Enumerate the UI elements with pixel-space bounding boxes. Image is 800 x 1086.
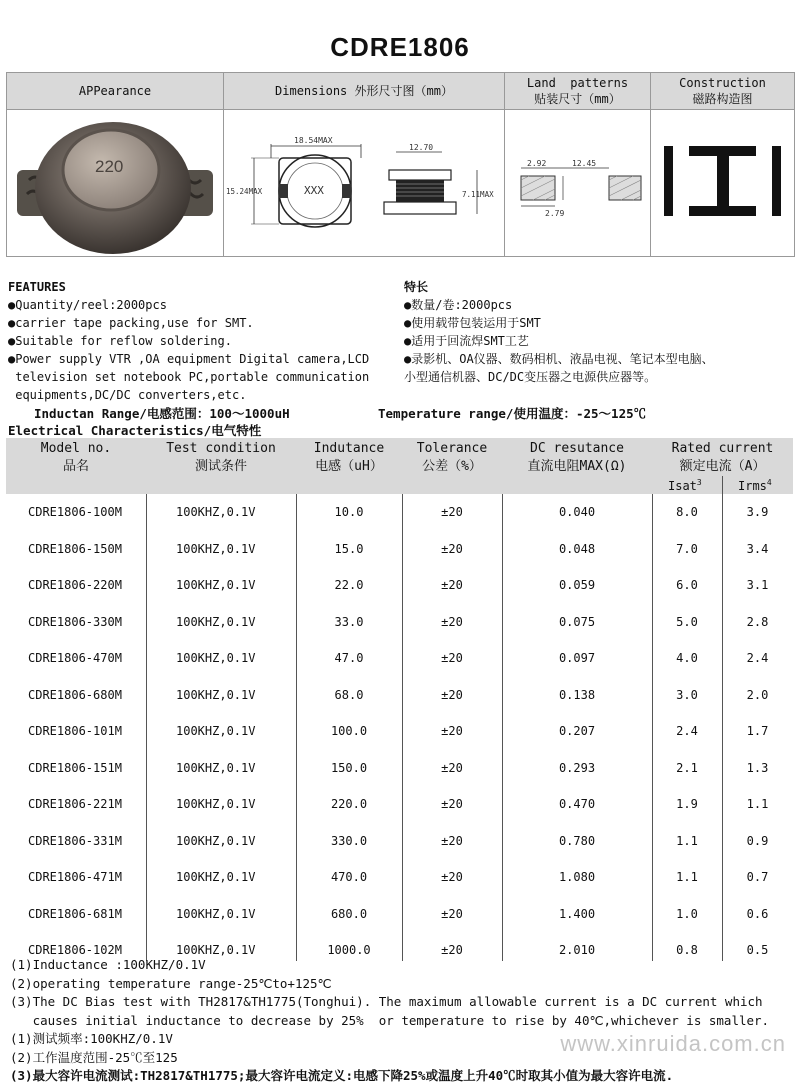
cell-isat: 5.0 xyxy=(676,614,698,629)
cell-irms: 2.0 xyxy=(746,687,769,702)
cell-ind: 15.0 xyxy=(334,541,364,556)
electrical-title: Electrical Characteristics/电气特性 xyxy=(8,423,262,438)
cell-test: 100KHZ,0.1V xyxy=(176,870,256,884)
construction-label-cn: 磁路构造图 xyxy=(692,92,753,106)
note-line: causes initial inductance to decrease by 25% or temperature to rise by 40℃,whichever is smaller. xyxy=(10,1012,770,1028)
cell-tol: ±20 xyxy=(441,833,463,848)
cell-isat: 6.0 xyxy=(676,578,698,592)
table-row xyxy=(6,604,793,640)
cell-dcr: 0.207 xyxy=(558,724,596,738)
cell-test: 100KHZ,0.1V xyxy=(176,541,256,556)
note-line: (1)Inductance :100KHZ/0.1V xyxy=(10,957,206,972)
header-ind-cn: 电感（uH） xyxy=(315,459,383,474)
table-row xyxy=(6,494,793,530)
notes xyxy=(10,956,769,1086)
cell-isat: 2.1 xyxy=(676,760,698,775)
table-row xyxy=(6,896,793,932)
header-tol-cn: 公差（%） xyxy=(422,459,482,474)
cell-irms: 1.7 xyxy=(746,724,769,738)
cell-tol: ±20 xyxy=(441,614,463,629)
land-label-en: Land patterns xyxy=(526,76,629,90)
construction-header xyxy=(651,73,794,109)
column-divider xyxy=(402,494,403,961)
cell-tol: ±20 xyxy=(441,906,463,921)
header-rated xyxy=(652,440,793,476)
cell-model: CDRE1806-220M xyxy=(28,578,122,592)
column-divider xyxy=(652,494,653,961)
cell-model: CDRE1806-151M xyxy=(28,760,122,775)
construction-label-en: Construction xyxy=(679,76,766,90)
cell-model: CDRE1806-102M xyxy=(28,943,122,957)
cell-isat: 2.4 xyxy=(676,724,698,738)
note-line: (2)工作温度范围-25℃至125 xyxy=(10,1049,178,1065)
isat-label: Isat xyxy=(668,479,697,493)
header-rated-cn: 额定电流（A） xyxy=(679,459,766,474)
cell-ind: 33.0 xyxy=(334,614,364,629)
cell-irms: 2.4 xyxy=(746,651,769,665)
cell-ind: 1000.0 xyxy=(327,943,371,957)
cell-ind: 680.0 xyxy=(330,906,368,921)
table-row xyxy=(6,640,793,676)
cell-irms: 3.1 xyxy=(746,578,769,592)
cell-dcr: 0.293 xyxy=(558,760,596,775)
cell-dcr: 1.080 xyxy=(558,870,596,884)
features-list-en xyxy=(8,296,369,404)
cell-model: CDRE1806-100M xyxy=(28,505,122,519)
page-title: CDRE1806 xyxy=(330,32,470,62)
dimensions-label: Dimensions 外形尺寸图（mm） xyxy=(275,84,453,98)
land-patterns-header xyxy=(505,73,651,109)
header-test xyxy=(146,440,296,476)
land-c-label: 2.79 xyxy=(545,209,565,218)
table-row xyxy=(6,859,793,895)
construction-drawing xyxy=(651,110,794,256)
cell-isat: 7.0 xyxy=(676,541,698,556)
cell-tol: ±20 xyxy=(441,724,463,738)
table-row xyxy=(6,786,793,822)
features-heading-cn: 特长 xyxy=(404,280,429,294)
header-model-cn: 品名 xyxy=(62,459,89,474)
cell-ind: 47.0 xyxy=(334,651,364,665)
cell-model: CDRE1806-680M xyxy=(28,687,122,702)
cell-model: CDRE1806-681M xyxy=(28,906,122,921)
header-rated-en: Rated current xyxy=(671,441,774,456)
appearance-header xyxy=(7,73,224,109)
table-row xyxy=(6,823,793,859)
cell-test: 100KHZ,0.1V xyxy=(176,833,256,848)
feature-item: ●carrier tape packing,use for SMT. xyxy=(8,316,254,330)
note-line: (2)operating temperature range-25℃to+125℃ xyxy=(10,975,332,991)
note-line: (1)测试频率:100KHZ/0.1V xyxy=(10,1031,173,1046)
cell-irms: 3.9 xyxy=(746,505,769,519)
header-dcr-en: DC resutance xyxy=(530,441,624,456)
cell-ind: 10.0 xyxy=(334,505,364,519)
cell-dcr: 0.470 xyxy=(558,797,596,811)
appearance-photo xyxy=(7,110,224,256)
feature-item-cn: ●录影机、OA仪器、数码相机、液晶电视、笔记本型电脑、 xyxy=(404,352,714,366)
cell-model: CDRE1806-470M xyxy=(28,651,122,665)
table-row xyxy=(6,677,793,713)
cell-isat: 1.9 xyxy=(676,797,698,811)
land-b-label: 12.45 xyxy=(572,159,597,168)
cell-dcr: 0.059 xyxy=(558,578,596,592)
cell-test: 100KHZ,0.1V xyxy=(176,651,256,665)
table-row xyxy=(6,750,793,786)
dimension-drawing xyxy=(224,110,505,256)
dim-height-label: 15.24MAX xyxy=(226,187,263,196)
cell-test: 100KHZ,0.1V xyxy=(176,578,256,592)
column-divider xyxy=(502,494,503,961)
cell-ind: 100.0 xyxy=(330,724,368,738)
feature-item-cn: ●使用载带包装运用于SMT xyxy=(404,316,541,330)
xxx-marking: XXX xyxy=(304,184,324,197)
column-divider xyxy=(722,494,723,961)
cell-isat: 1.1 xyxy=(676,833,698,848)
cell-isat: 1.0 xyxy=(676,906,698,921)
feature-item-cn: ●适用于回流焊SMT工艺 xyxy=(404,334,529,348)
cell-test: 100KHZ,0.1V xyxy=(176,505,256,519)
irms-superscript: 4 xyxy=(766,478,772,487)
cell-tol: ±20 xyxy=(441,578,463,592)
cell-model: CDRE1806-331M xyxy=(28,833,122,848)
cell-test: 100KHZ,0.1V xyxy=(176,797,256,811)
header-inductance xyxy=(296,440,402,476)
cell-dcr: 2.010 xyxy=(558,943,596,957)
feature-item: television set notebook PC,portable communication xyxy=(8,370,370,384)
cell-tol: ±20 xyxy=(441,541,463,556)
cell-test: 100KHZ,0.1V xyxy=(176,906,256,921)
cell-model: CDRE1806-150M xyxy=(28,541,122,556)
header-dcr xyxy=(502,440,652,476)
cell-dcr: 0.097 xyxy=(558,651,596,665)
table-row xyxy=(6,713,793,749)
cell-irms: 3.4 xyxy=(746,541,769,556)
cell-irms: 2.8 xyxy=(746,614,769,629)
cell-ind: 150.0 xyxy=(330,760,368,775)
inductance-range: Inductan Range/电感范围：100～1000uH xyxy=(34,406,290,421)
features-heading-en: FEATURES xyxy=(8,280,66,294)
table-row xyxy=(6,567,793,603)
cell-isat: 8.0 xyxy=(676,505,698,519)
header-tol-en: Tolerance xyxy=(416,441,488,456)
cell-tol: ±20 xyxy=(441,651,463,665)
cell-tol: ±20 xyxy=(441,687,463,702)
land-pattern-drawing xyxy=(505,110,651,256)
cell-test: 100KHZ,0.1V xyxy=(176,760,256,775)
note-line: (3)The DC Bias test with TH2817&TH1775(Tonghui). The maximum allowable current is a DC current which xyxy=(10,994,763,1009)
column-divider xyxy=(296,494,297,961)
features-list-cn xyxy=(404,296,714,386)
cell-irms: 1.3 xyxy=(746,760,769,775)
dim-width-label: 18.54MAX xyxy=(294,136,333,145)
cell-model: CDRE1806-221M xyxy=(28,797,122,811)
cell-model: CDRE1806-471M xyxy=(28,870,122,884)
cell-dcr: 1.400 xyxy=(558,906,596,921)
marking-text: 220 xyxy=(95,157,124,176)
cell-dcr: 0.048 xyxy=(558,541,596,556)
cell-dcr: 0.075 xyxy=(558,614,596,629)
header-test-cn: 测试条件 xyxy=(194,459,247,474)
cell-isat: 1.1 xyxy=(676,870,698,884)
feature-item: equipments,DC/DC converters,etc. xyxy=(8,388,247,402)
header-irms xyxy=(738,478,772,493)
header-model-en: Model no. xyxy=(40,441,112,456)
dim-top-label: 12.70 xyxy=(409,143,434,152)
feature-item: ●Quantity/reel:2000pcs xyxy=(8,298,167,312)
table-row xyxy=(6,531,793,567)
cell-isat: 3.0 xyxy=(676,687,698,702)
cell-model: CDRE1806-101M xyxy=(28,724,122,738)
spec-header-table xyxy=(6,72,795,257)
cell-test: 100KHZ,0.1V xyxy=(176,687,256,702)
cell-ind: 470.0 xyxy=(330,870,368,884)
cell-irms: 0.7 xyxy=(746,870,769,884)
cell-tol: ±20 xyxy=(441,943,463,957)
cell-tol: ±20 xyxy=(441,760,463,775)
cell-test: 100KHZ,0.1V xyxy=(176,614,256,629)
cell-tol: ±20 xyxy=(441,505,463,519)
cell-dcr: 0.138 xyxy=(558,687,596,702)
column-divider xyxy=(146,494,147,961)
cell-isat: 4.0 xyxy=(676,651,698,665)
header-isat xyxy=(668,478,702,493)
cell-test: 100KHZ,0.1V xyxy=(176,724,256,738)
dim-side-label: 7.11MAX xyxy=(462,190,494,199)
watermark: www.xinruida.com.cn xyxy=(560,1031,786,1056)
cell-irms: 0.6 xyxy=(746,906,769,921)
feature-item-cn: ●数量/卷:2000pcs xyxy=(404,298,513,312)
header-model xyxy=(6,440,146,476)
cell-test: 100KHZ,0.1V xyxy=(176,943,256,957)
cell-ind: 22.0 xyxy=(334,578,364,592)
appearance-label: APPearance xyxy=(78,84,152,98)
temperature-range: Temperature range/使用温度：-25～125℃ xyxy=(378,406,647,421)
note-line: (3)最大容许电流测试:TH2817&TH1775;最大容许电流定义:电感下降25%或温度上升40℃时取其小值为最大容许电流. xyxy=(10,1068,674,1083)
rated-subdivider xyxy=(722,476,723,494)
feature-item: ●Suitable for reflow soldering. xyxy=(8,334,232,348)
cell-ind: 68.0 xyxy=(334,687,364,702)
cell-tol: ±20 xyxy=(441,797,463,811)
feature-item-cn: 小型通信机器、DC/DC变压器之电源供应器等。 xyxy=(404,370,657,384)
dimensions-header xyxy=(224,73,505,109)
land-label-cn: 贴装尺寸（mm） xyxy=(534,92,621,106)
cell-model: CDRE1806-330M xyxy=(28,614,122,629)
cell-dcr: 0.040 xyxy=(558,505,596,519)
cell-ind: 220.0 xyxy=(330,797,368,811)
irms-label: Irms xyxy=(738,479,767,493)
header-ind-en: Indutance xyxy=(313,441,385,456)
isat-superscript: 3 xyxy=(696,478,702,487)
cell-irms: 1.1 xyxy=(746,797,769,811)
cell-ind: 330.0 xyxy=(330,833,368,848)
cell-irms: 0.5 xyxy=(746,943,769,957)
cell-tol: ±20 xyxy=(441,870,463,884)
header-test-en: Test condition xyxy=(166,441,276,456)
cell-isat: 0.8 xyxy=(676,943,698,957)
cell-dcr: 0.780 xyxy=(558,833,596,848)
cell-irms: 0.9 xyxy=(746,833,769,848)
header-tolerance xyxy=(402,440,502,476)
feature-item: ●Power supply VTR ,OA equipment Digital camera,LCD xyxy=(8,352,370,366)
header-dcr-cn: 直流电阻MAX(Ω) xyxy=(527,459,627,474)
land-a-label: 2.92 xyxy=(527,159,547,168)
